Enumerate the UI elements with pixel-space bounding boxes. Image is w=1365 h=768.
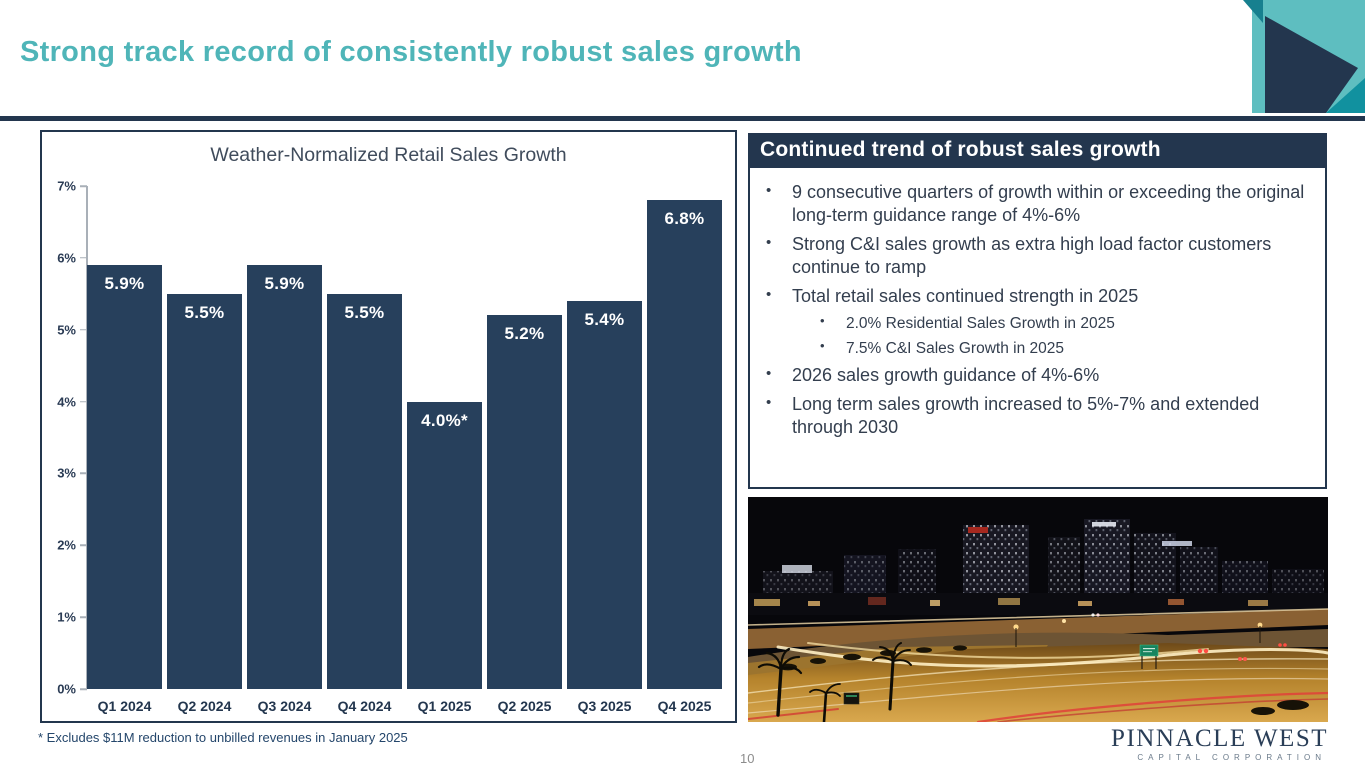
- bar-slot: [567, 301, 642, 689]
- page-title: Strong track record of consistently robust sales growth: [20, 36, 802, 68]
- x-axis-label: Q3 2024: [257, 698, 312, 714]
- bullet-icon: •: [820, 337, 825, 353]
- bullet-text: Long term sales growth increased to 5%-7% and extended through 2030: [792, 393, 1260, 437]
- bullet-item: [760, 233, 1313, 279]
- bullet-icon: •: [820, 313, 825, 329]
- bullet-icon: •: [766, 364, 772, 382]
- header-divider: [0, 116, 1365, 121]
- city-night-photo: [748, 497, 1328, 722]
- y-axis-tick-label: 3%: [57, 465, 76, 481]
- company-logo: [1111, 726, 1328, 762]
- bar-value-label: 4.0%*: [421, 410, 468, 430]
- bullet-text: Total retail sales continued strength in 2025: [792, 286, 1139, 307]
- page-number: 10: [740, 751, 755, 766]
- y-axis-tick: [80, 688, 87, 690]
- y-axis-tick-label: 1%: [57, 609, 76, 625]
- bullet-item: [760, 364, 1313, 387]
- sub-bullet-item: [816, 339, 1313, 358]
- bar-slot: [327, 294, 402, 689]
- bar-slot: [247, 265, 322, 689]
- bar-slot: [647, 200, 722, 689]
- bullet-text: 2.0% Residential Sales Growth in 2025: [846, 315, 1115, 333]
- x-axis-label: Q1 2025: [417, 698, 472, 714]
- bar-q4-2025: [647, 200, 722, 689]
- bullet-icon: •: [766, 393, 772, 411]
- highlights-panel: [748, 133, 1327, 489]
- bullet-item: [760, 393, 1313, 439]
- bar-series: [87, 186, 722, 689]
- bullet-text: Strong C&I sales growth as extra high load factor customers continue to ramp: [792, 234, 1272, 278]
- bar-q3-2024: [247, 265, 322, 689]
- bar-q1-2025: [407, 402, 482, 689]
- x-axis-label: Q1 2024: [97, 698, 152, 714]
- footnote: * Excludes $11M reduction to unbilled revenues in January 2025: [38, 730, 408, 745]
- bullet-text: 7.5% C&I Sales Growth in 2025: [846, 339, 1064, 357]
- x-axis-label: Q4 2025: [657, 698, 712, 714]
- bar-value-label: 6.8%: [664, 209, 705, 229]
- y-axis-tick: [80, 329, 87, 331]
- rooftop-sign: [1092, 522, 1116, 527]
- x-axis-label: Q2 2024: [177, 698, 232, 714]
- y-axis-tick-label: 0%: [57, 681, 76, 697]
- bar-q4-2024: [327, 294, 402, 689]
- bullet-text: 2026 sales growth guidance of 4%-6%: [792, 364, 1100, 385]
- corner-decoration: [1230, 0, 1365, 122]
- bar-slot: [407, 402, 482, 689]
- x-axis-label: Q4 2024: [337, 698, 392, 714]
- y-axis-tick: [80, 545, 87, 547]
- bullet-icon: •: [766, 286, 772, 304]
- y-axis-tick: [80, 401, 87, 403]
- sales-growth-chart: [40, 130, 737, 723]
- y-axis-tick: [80, 616, 87, 618]
- y-axis-tick: [80, 185, 87, 187]
- bar-slot: [487, 315, 562, 689]
- bar-value-label: 5.9%: [104, 274, 145, 294]
- bullet-icon: •: [766, 234, 772, 252]
- y-axis-tick: [80, 257, 87, 259]
- x-axis-label: Q2 2025: [497, 698, 552, 714]
- bullet-icon: •: [766, 182, 772, 199]
- bullet-text: 9 consecutive quarters of growth within or exceeding the original long-term guidance range of 4%-6%: [792, 182, 1305, 226]
- chart-title: Weather-Normalized Retail Sales Growth: [210, 144, 567, 166]
- bullet-item: [760, 181, 1313, 227]
- bar-value-label: 5.2%: [504, 324, 545, 344]
- chart-plot-area: [57, 178, 722, 697]
- y-axis-tick-label: 7%: [57, 178, 76, 194]
- bar-q3-2025: [567, 301, 642, 689]
- logo-wordmark: PINNACLE WEST: [1111, 725, 1328, 752]
- red-hotel-sign: [968, 527, 988, 533]
- bar-value-label: 5.5%: [184, 302, 225, 322]
- bar-slot: [87, 265, 162, 689]
- y-axis-tick-label: 6%: [57, 250, 76, 266]
- bar-value-label: 5.5%: [344, 302, 385, 322]
- panel-bullet-list: [748, 168, 1327, 489]
- bar-q2-2025: [487, 315, 562, 689]
- bar-q2-2024: [167, 294, 242, 689]
- logo-subtitle: CAPITAL CORPORATION: [1137, 753, 1326, 762]
- bar-q1-2024: [87, 265, 162, 689]
- x-axis-labels: [87, 698, 722, 714]
- bar-value-label: 5.9%: [264, 274, 305, 294]
- y-axis-tick-label: 5%: [57, 322, 76, 338]
- sub-bullet-item: [816, 314, 1313, 333]
- x-axis-label: Q3 2025: [577, 698, 632, 714]
- bullet-item: [760, 285, 1313, 308]
- bar-slot: [167, 294, 242, 689]
- panel-header: Continued trend of robust sales growth: [748, 133, 1327, 168]
- y-axis-tick: [80, 473, 87, 475]
- y-axis-tick-label: 4%: [57, 394, 76, 410]
- bar-value-label: 5.4%: [584, 309, 625, 329]
- y-axis-tick-label: 2%: [57, 537, 76, 553]
